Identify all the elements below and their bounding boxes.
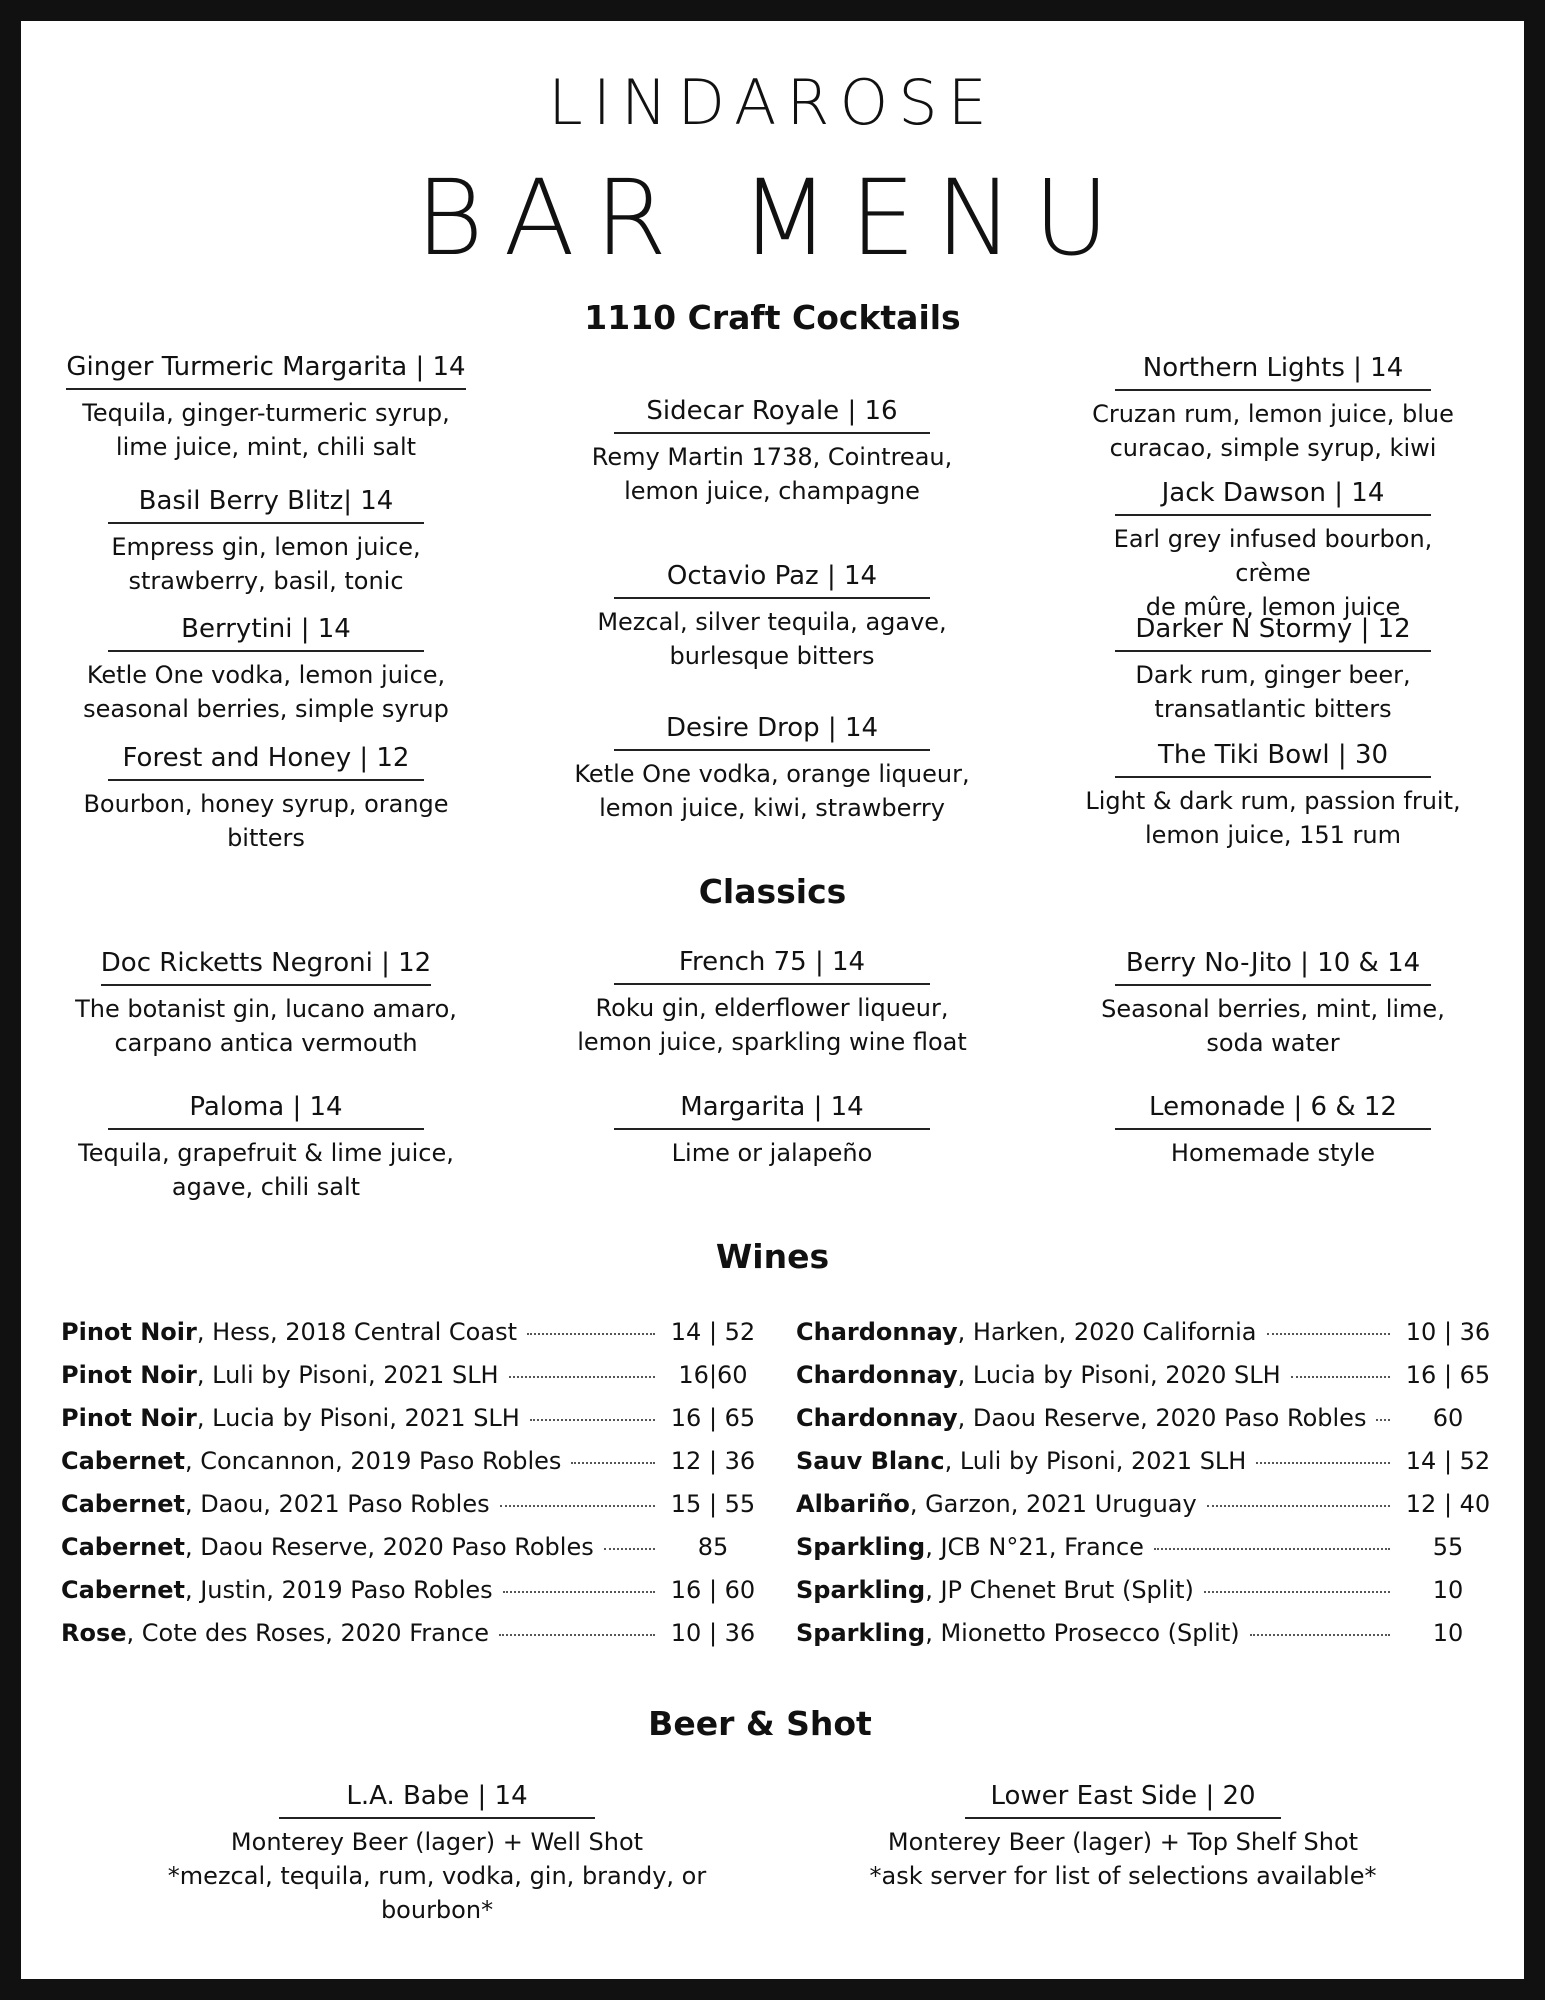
item-name: Jack Dawson | 14 [1115, 476, 1431, 516]
menu-item [66, 484, 466, 598]
item-desc: Homemade style [1170, 1139, 1376, 1167]
item-name: Berrytini | 14 [108, 612, 424, 652]
item-name: Paloma | 14 [108, 1090, 424, 1130]
wine-varietal: Chardonnay [796, 1403, 958, 1432]
item-desc: seasonal berries, simple syrup [83, 695, 449, 723]
wine-row [796, 1310, 1496, 1353]
dot-leader [1267, 1333, 1391, 1335]
wine-price: 16 | 65 [1405, 1360, 1491, 1389]
wine-detail: , Luli by Pisoni, 2021 SLH [196, 1360, 499, 1389]
wine-row [796, 1396, 1496, 1439]
dot-leader [530, 1419, 655, 1421]
item-name: Berry No-Jito | 10 & 14 [1115, 946, 1431, 986]
item-desc: Remy Martin 1738, Cointreau, [591, 443, 953, 471]
wine-varietal: Sparkling [796, 1618, 926, 1647]
wine-row [61, 1439, 761, 1482]
item-name: Basil Berry Blitz| 14 [108, 484, 424, 524]
item-desc: Ketle One vodka, lemon juice, [86, 661, 446, 689]
item-name: Lower East Side | 20 [965, 1779, 1281, 1819]
menu-title: BAR MENU [415, 157, 1130, 279]
wine-varietal: Albariño [796, 1489, 910, 1518]
wine-price: 10 | 36 [670, 1618, 756, 1647]
item-desc: lime juice, mint, chili salt [115, 433, 417, 461]
item-desc: *ask server for list of selections available* [869, 1862, 1377, 1890]
wine-detail: , JP Chenet Brut (Split) [925, 1575, 1194, 1604]
wine-row [61, 1482, 761, 1525]
item-desc: lemon juice, champagne [624, 477, 920, 505]
wine-row [61, 1310, 761, 1353]
item-name: Forest and Honey | 12 [108, 741, 424, 781]
wine-row [796, 1353, 1496, 1396]
menu-item [66, 612, 466, 726]
wine-detail: , Daou Reserve, 2020 Paso Robles [957, 1403, 1367, 1432]
wine-price: 12 | 40 [1405, 1489, 1491, 1518]
menu-item [572, 1090, 972, 1170]
item-desc: soda water [1206, 1029, 1340, 1057]
menu-item [66, 741, 466, 855]
item-name: Lemonade | 6 & 12 [1115, 1090, 1431, 1130]
dot-leader [1204, 1591, 1390, 1593]
wine-price: 16 | 60 [670, 1575, 756, 1604]
wine-list-right [796, 1310, 1496, 1654]
wine-detail: , Harken, 2020 California [957, 1317, 1257, 1346]
item-name: French 75 | 14 [614, 945, 930, 985]
item-desc: lemon juice, sparkling wine float [577, 1028, 967, 1056]
item-desc: Empress gin, lemon juice, [111, 533, 421, 561]
wine-varietal: Chardonnay [796, 1317, 958, 1346]
dot-leader [571, 1462, 655, 1464]
wine-detail: , Lucia by Pisoni, 2021 SLH [196, 1403, 520, 1432]
wine-detail: , Lucia by Pisoni, 2020 SLH [957, 1360, 1281, 1389]
wine-detail: , Daou, 2021 Paso Robles [184, 1489, 490, 1518]
menu-item [66, 350, 466, 464]
item-name: Darker N Stormy | 12 [1115, 612, 1431, 652]
wine-detail: , Concannon, 2019 Paso Robles [184, 1446, 562, 1475]
item-name: Northern Lights | 14 [1115, 351, 1431, 391]
wine-row [796, 1568, 1496, 1611]
item-desc: Seasonal berries, mint, lime, [1101, 995, 1445, 1023]
section-title-wines: Wines [715, 1237, 830, 1276]
item-desc: Earl grey infused bourbon, crème [1113, 525, 1433, 587]
menu-item [572, 711, 972, 825]
item-desc: carpano antica vermouth [114, 1029, 418, 1057]
item-desc: Bourbon, honey syrup, orange [83, 790, 449, 818]
item-name: Desire Drop | 14 [614, 711, 930, 751]
wine-row [796, 1482, 1496, 1525]
section-title-classics: Classics [698, 872, 847, 911]
wine-varietal: Sparkling [796, 1532, 926, 1561]
dot-leader [1207, 1505, 1390, 1507]
dot-leader [1256, 1462, 1390, 1464]
item-desc: lemon juice, 151 rum [1145, 821, 1401, 849]
wine-varietal: Cabernet [61, 1575, 185, 1604]
wine-list-left [61, 1310, 761, 1654]
dot-leader [499, 1634, 655, 1636]
menu-item [66, 946, 466, 1060]
item-desc: Ketle One vodka, orange liqueur, [574, 760, 970, 788]
wine-price: 16|60 [678, 1360, 748, 1389]
wine-varietal: Sauv Blanc [796, 1446, 945, 1475]
wine-price: 14 | 52 [1405, 1446, 1491, 1475]
wine-price: 12 | 36 [670, 1446, 756, 1475]
item-desc: Cruzan rum, lemon juice, blue [1092, 400, 1454, 428]
wine-price: 15 | 55 [670, 1489, 756, 1518]
wine-row [61, 1353, 761, 1396]
dot-leader [500, 1505, 655, 1507]
wine-varietal: Pinot Noir [61, 1403, 197, 1432]
wine-detail: , Garzon, 2021 Uruguay [909, 1489, 1197, 1518]
item-desc: Mezcal, silver tequila, agave, [597, 608, 947, 636]
item-name: The Tiki Bowl | 30 [1115, 738, 1431, 778]
wine-row [796, 1439, 1496, 1482]
dot-leader [1250, 1634, 1390, 1636]
item-name: Octavio Paz | 14 [614, 559, 930, 599]
item-desc: curacao, simple syrup, kiwi [1109, 434, 1437, 462]
wine-detail: , Daou Reserve, 2020 Paso Robles [184, 1532, 594, 1561]
dot-leader [503, 1591, 655, 1593]
wine-detail: , JCB N°21, France [925, 1532, 1144, 1561]
wine-price: 60 [1432, 1403, 1464, 1432]
dot-leader [1376, 1419, 1390, 1421]
section-title-beer: Beer & Shot [648, 1704, 872, 1743]
item-desc: Lime or jalapeño [671, 1139, 873, 1167]
item-desc: burlesque bitters [669, 642, 875, 670]
brand-name: LINDAROSE [548, 66, 997, 139]
wine-varietal: Sparkling [796, 1575, 926, 1604]
menu-item [1073, 738, 1473, 852]
wine-detail: , Luli by Pisoni, 2021 SLH [944, 1446, 1247, 1475]
item-name: Doc Ricketts Negroni | 12 [101, 946, 431, 986]
menu-item [66, 1090, 466, 1204]
item-desc: Roku gin, elderflower liqueur, [595, 994, 949, 1022]
wine-price: 10 [1432, 1618, 1464, 1647]
wine-detail: , Cote des Roses, 2020 France [126, 1618, 489, 1647]
wine-varietal: Pinot Noir [61, 1360, 197, 1389]
wine-price: 10 [1432, 1575, 1464, 1604]
dot-leader [604, 1548, 655, 1550]
item-desc: bitters [227, 824, 305, 852]
wine-price: 14 | 52 [670, 1317, 756, 1346]
item-desc: Dark rum, ginger beer, [1135, 661, 1411, 689]
wine-detail: , Hess, 2018 Central Coast [196, 1317, 517, 1346]
beer-item [117, 1779, 757, 1927]
wine-varietal: Pinot Noir [61, 1317, 197, 1346]
wine-price: 10 | 36 [1405, 1317, 1491, 1346]
dot-leader [1154, 1548, 1390, 1550]
wine-varietal: Cabernet [61, 1532, 185, 1561]
beer-item [803, 1779, 1443, 1893]
item-desc: de mûre, lemon juice [1145, 593, 1401, 621]
dot-leader [527, 1333, 655, 1335]
section-title-cocktails: 1110 Craft Cocktails [584, 298, 961, 337]
menu-item [1073, 946, 1473, 1060]
item-desc: agave, chili salt [171, 1173, 361, 1201]
wine-row [61, 1525, 761, 1568]
dot-leader [509, 1376, 655, 1378]
item-desc: Tequila, ginger-turmeric syrup, [82, 399, 450, 427]
wine-row [61, 1396, 761, 1439]
item-desc: transatlantic bitters [1154, 695, 1392, 723]
item-desc: *mezcal, tequila, rum, vodka, gin, brandy, or bourbon* [167, 1862, 707, 1924]
item-desc: strawberry, basil, tonic [128, 567, 404, 595]
wine-varietal: Cabernet [61, 1489, 185, 1518]
item-name: Margarita | 14 [614, 1090, 930, 1130]
wine-row [61, 1611, 761, 1654]
item-desc: lemon juice, kiwi, strawberry [599, 794, 945, 822]
item-name: Sidecar Royale | 16 [614, 394, 930, 434]
menu-item [1073, 1090, 1473, 1170]
item-desc: Monterey Beer (lager) + Top Shelf Shot [887, 1828, 1359, 1856]
wine-detail: , Justin, 2019 Paso Robles [184, 1575, 493, 1604]
menu-item [572, 945, 972, 1059]
wine-varietal: Chardonnay [796, 1360, 958, 1389]
item-desc: Tequila, grapefruit & lime juice, [78, 1139, 454, 1167]
wine-price: 16 | 65 [670, 1403, 756, 1432]
menu-item [1073, 351, 1473, 465]
item-desc: The botanist gin, lucano amaro, [75, 995, 457, 1023]
item-name: L.A. Babe | 14 [279, 1779, 595, 1819]
item-desc: Monterey Beer (lager) + Well Shot [230, 1828, 644, 1856]
dot-leader [1291, 1376, 1390, 1378]
wine-price: 85 [697, 1532, 729, 1561]
wine-row [61, 1568, 761, 1611]
wine-varietal: Rose [61, 1618, 127, 1647]
menu-item [1073, 476, 1473, 624]
item-name: Ginger Turmeric Margarita | 14 [66, 350, 465, 390]
item-desc: Light & dark rum, passion fruit, [1085, 787, 1461, 815]
wine-row [796, 1525, 1496, 1568]
wine-row [796, 1611, 1496, 1654]
wine-price: 55 [1432, 1532, 1464, 1561]
menu-item [1073, 612, 1473, 726]
wine-varietal: Cabernet [61, 1446, 185, 1475]
wine-detail: , Mionetto Prosecco (Split) [925, 1618, 1240, 1647]
menu-item [572, 394, 972, 508]
menu-item [572, 559, 972, 673]
